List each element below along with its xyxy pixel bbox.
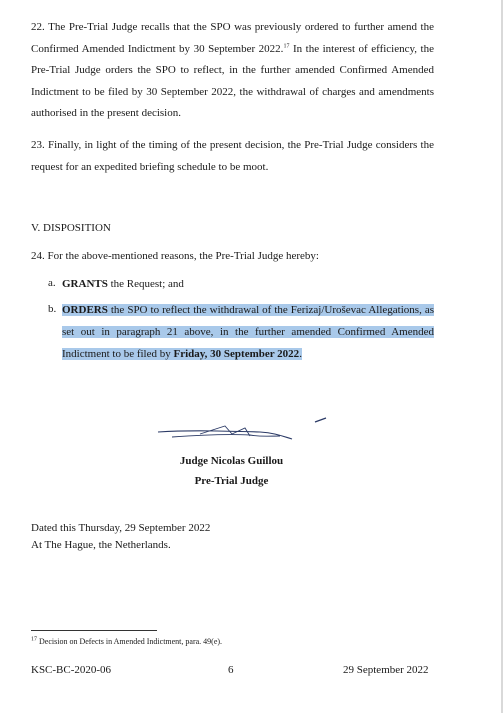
item-b-end[interactable]: . bbox=[299, 348, 302, 360]
item-b-date[interactable]: Friday, 30 September 2022 bbox=[173, 348, 300, 360]
item-a-marker: a. bbox=[48, 277, 56, 289]
paragraph-23: 23. Finally, in light of the timing of the present decision, the Pre-Trial Judge considers the request for an expedited briefing schedule to be moot. bbox=[31, 139, 434, 173]
dated-line: Dated this Thursday, 29 September 2022 bbox=[31, 522, 211, 534]
judge-name: Judge Nicolas Guillou bbox=[179, 455, 284, 467]
item-b-text[interactable]: the SPO to reflect the withdrawal of the Ferizaj/Uroševac Allegations, as set out in paragraph 21 above, in the further amended Confirmed Amended Indictment to be filed by bbox=[62, 304, 434, 360]
footnote-ref-17[interactable]: 17 bbox=[283, 42, 290, 49]
item-a-verb: GRANTS bbox=[62, 278, 108, 290]
signature-image bbox=[150, 414, 330, 446]
footer-page-number: 6 bbox=[228, 664, 234, 676]
footnote-number: 17 bbox=[31, 636, 37, 643]
item-b-marker: b. bbox=[48, 303, 57, 315]
paragraph-22 bbox=[31, 17, 434, 125]
footer-case-number: KSC-BC-2020-06 bbox=[31, 664, 112, 676]
item-a bbox=[62, 273, 434, 295]
footnote-separator bbox=[31, 630, 157, 631]
item-a-text: the Request; and bbox=[107, 278, 184, 290]
section-heading-disposition: V. DISPOSITION bbox=[31, 222, 111, 234]
item-b-verb[interactable]: ORDERS bbox=[62, 304, 108, 316]
paragraph-22-text: 22. The Pre-Trial Judge recalls that the SPO was previously ordered to further amend the Confirmed Amended Indictment by 30 September 2022. bbox=[31, 21, 434, 55]
paragraph-22-text-end: In the interest of efficiency, the Pre-Trial Judge orders the SPO to reflect, in the further amended Confirmed Amended Indictment to be filed by 30 September 2022, the withdrawal of charges and amendments authorised in the present decision. bbox=[31, 42, 434, 119]
footer-date: 29 September 2022 bbox=[343, 664, 429, 676]
footnote-17 bbox=[31, 637, 222, 646]
paragraph-24: 24. For the above-mentioned reasons, the Pre-Trial Judge hereby: bbox=[31, 250, 319, 262]
judge-title: Pre-Trial Judge bbox=[194, 475, 269, 487]
item-b[interactable] bbox=[62, 299, 434, 365]
place-line: At The Hague, the Netherlands. bbox=[31, 539, 171, 551]
footnote-text: Decision on Defects in Amended Indictment, para. 49(e). bbox=[37, 637, 223, 646]
